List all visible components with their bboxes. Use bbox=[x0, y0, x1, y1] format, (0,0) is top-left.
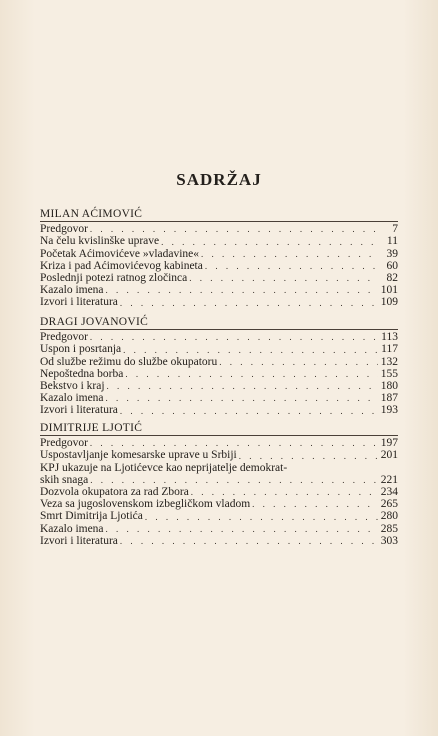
entry-title: Kriza i pad Aćimovićevog kabineta bbox=[40, 259, 203, 272]
entry-title: Predgovor bbox=[40, 331, 88, 344]
section-heading: DRAGI JOVANOVIĆ bbox=[40, 316, 149, 328]
leader-dots bbox=[106, 392, 378, 404]
entry-page: 39 bbox=[386, 247, 398, 260]
entry-title: Bekstvo i kraj bbox=[40, 380, 105, 393]
toc-entry bbox=[40, 296, 398, 308]
toc-entry bbox=[40, 356, 398, 368]
entry-title: Predgovor bbox=[40, 437, 88, 450]
leader-dots bbox=[125, 368, 378, 380]
leader-dots bbox=[189, 272, 378, 284]
section-divider bbox=[40, 435, 398, 436]
entry-page: 117 bbox=[381, 343, 398, 356]
toc-entry bbox=[40, 368, 398, 380]
toc-entry bbox=[40, 260, 398, 272]
entry-title: KPJ ukazuje na Ljotićevce kao neprijatelje demokrat- bbox=[40, 461, 288, 474]
leader-dots bbox=[252, 498, 378, 510]
section-heading: DIMITRIJE LJOTIĆ bbox=[40, 422, 143, 434]
entry-title: Početak Aćimovićeve »vladavine« bbox=[40, 247, 200, 260]
entry-page: 197 bbox=[380, 437, 398, 450]
toc-entry bbox=[40, 343, 398, 355]
toc-entry bbox=[40, 272, 398, 284]
leader-dots bbox=[120, 535, 378, 547]
entry-page: 11 bbox=[386, 235, 398, 248]
toc-entry bbox=[40, 284, 398, 296]
entry-page: 7 bbox=[392, 223, 398, 236]
leader-dots bbox=[90, 474, 378, 486]
toc-entry bbox=[40, 449, 398, 461]
entry-page: 187 bbox=[380, 392, 398, 405]
entry-page: 221 bbox=[380, 473, 398, 486]
leader-dots bbox=[161, 236, 378, 248]
entry-page: 155 bbox=[380, 367, 398, 380]
entry-title: Predgovor bbox=[40, 223, 88, 236]
entry-page: 193 bbox=[380, 404, 398, 417]
entry-title: Veza sa jugoslovenskom izbegličkom vladom bbox=[40, 498, 251, 511]
leader-dots bbox=[107, 380, 378, 392]
toc-entry bbox=[40, 523, 398, 535]
entry-title: Uspostavljanje komesarske uprave u Srbiji bbox=[40, 449, 237, 462]
entry-title: Poslednji potezi ratnog zločinca bbox=[40, 272, 188, 285]
toc-entry bbox=[40, 331, 398, 343]
entry-page: 180 bbox=[380, 380, 398, 393]
toc-entry bbox=[40, 462, 398, 486]
entry-page: 265 bbox=[380, 498, 398, 511]
entry-title: Uspon i posrtanja bbox=[40, 343, 122, 356]
leader-dots bbox=[90, 331, 378, 343]
leader-dots bbox=[90, 223, 378, 235]
leader-dots bbox=[201, 248, 378, 260]
toc-entry bbox=[40, 535, 398, 547]
leader-dots bbox=[191, 486, 378, 498]
entry-title: Kazalo imena bbox=[40, 284, 104, 297]
entry-title: Smrt Dimitrija Ljotića bbox=[40, 510, 143, 523]
entry-title: Kazalo imena bbox=[40, 522, 104, 535]
section-heading: MILAN AĆIMOVIĆ bbox=[40, 208, 143, 220]
entry-title: Izvori i literatura bbox=[40, 404, 118, 417]
leader-dots bbox=[205, 260, 378, 272]
toc-entry bbox=[40, 498, 398, 510]
entry-title: Na čelu kvislinške uprave bbox=[40, 235, 160, 248]
entry-title: Od službe režimu do službe okupatoru bbox=[40, 355, 218, 368]
toc-entry bbox=[40, 235, 398, 247]
entry-page: 82 bbox=[386, 272, 398, 285]
toc-entry bbox=[40, 392, 398, 404]
toc-entry bbox=[40, 223, 398, 235]
leader-dots bbox=[219, 356, 378, 368]
entry-page: 132 bbox=[380, 355, 398, 368]
leader-dots bbox=[90, 437, 378, 449]
entry-page: 109 bbox=[380, 296, 398, 309]
page-title: SADRŽAJ bbox=[176, 170, 262, 189]
entry-page: 303 bbox=[380, 534, 398, 547]
toc-section-jovanovic bbox=[40, 316, 398, 417]
toc-entry bbox=[40, 380, 398, 392]
section-divider bbox=[40, 221, 398, 222]
leader-dots bbox=[106, 523, 378, 535]
toc-entry bbox=[40, 404, 398, 416]
entry-page: 285 bbox=[380, 522, 398, 535]
toc-section-ljotic bbox=[40, 422, 398, 547]
entry-page: 60 bbox=[386, 259, 398, 272]
leader-dots bbox=[106, 284, 378, 296]
leader-dots bbox=[123, 344, 378, 356]
entry-title: Izvori i literatura bbox=[40, 534, 118, 547]
entry-title: Kazalo imena bbox=[40, 392, 104, 405]
entry-title: Izvori i literatura bbox=[40, 296, 118, 309]
toc-section-acimovic bbox=[40, 208, 398, 309]
entry-title-continued: skih snaga bbox=[40, 473, 89, 486]
leader-dots bbox=[239, 450, 378, 462]
entry-page: 234 bbox=[380, 486, 398, 499]
leader-dots bbox=[120, 297, 378, 309]
entry-page: 113 bbox=[381, 331, 398, 344]
toc-entry bbox=[40, 486, 398, 498]
entry-title: Nepoštedna borba bbox=[40, 367, 124, 380]
toc-entry bbox=[40, 510, 398, 522]
toc-entry bbox=[40, 248, 398, 260]
section-divider bbox=[40, 329, 398, 330]
leader-dots bbox=[145, 511, 378, 523]
toc-entry bbox=[40, 437, 398, 449]
entry-page: 101 bbox=[380, 284, 398, 297]
entry-title: Dozvola okupatora za rad Zbora bbox=[40, 486, 189, 499]
leader-dots bbox=[120, 405, 378, 417]
entry-page: 280 bbox=[380, 510, 398, 523]
entry-page: 201 bbox=[380, 449, 398, 462]
